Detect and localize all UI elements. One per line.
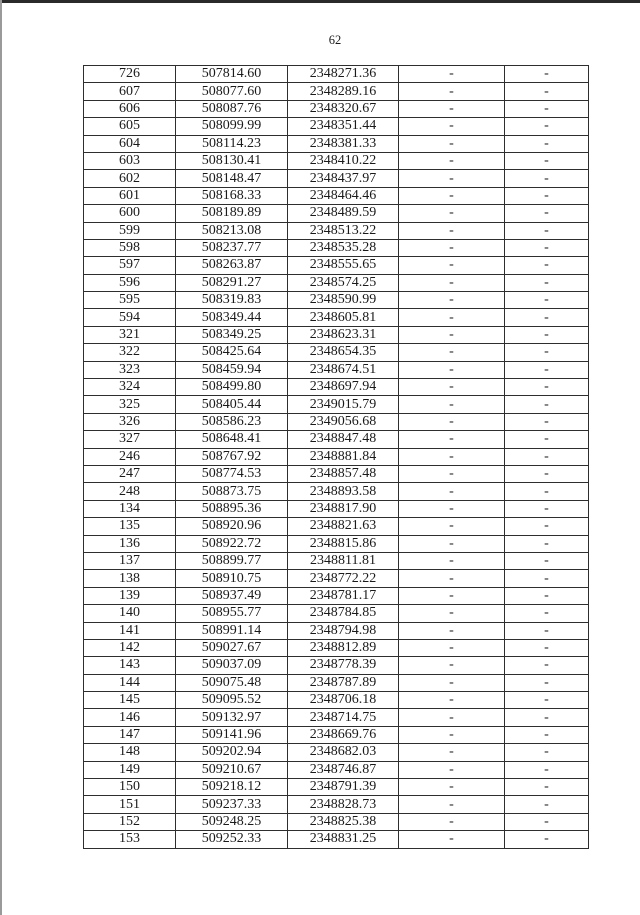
empty-column-5-cell: -	[505, 692, 589, 709]
x-coordinate-cell: 508920.96	[176, 518, 288, 535]
empty-column-5-cell: -	[505, 709, 589, 726]
empty-column-5-cell: -	[505, 152, 589, 169]
point-id-cell: 146	[84, 709, 176, 726]
empty-column-4-cell: -	[399, 239, 505, 256]
point-id-cell: 597	[84, 257, 176, 274]
empty-column-5-cell: -	[505, 448, 589, 465]
point-id-cell: 144	[84, 674, 176, 691]
empty-column-4-cell: -	[399, 552, 505, 569]
empty-column-5-cell: -	[505, 605, 589, 622]
coordinates-table	[83, 65, 589, 849]
x-coordinate-cell: 508774.53	[176, 465, 288, 482]
point-id-cell: 325	[84, 396, 176, 413]
empty-column-5-cell: -	[505, 726, 589, 743]
empty-column-4-cell: -	[399, 361, 505, 378]
y-coordinate-cell: 2348574.25	[288, 274, 399, 291]
point-id-cell: 143	[84, 657, 176, 674]
empty-column-5-cell: -	[505, 187, 589, 204]
y-coordinate-cell: 2348674.51	[288, 361, 399, 378]
x-coordinate-cell: 509037.09	[176, 657, 288, 674]
x-coordinate-cell: 509210.67	[176, 761, 288, 778]
point-id-cell: 136	[84, 535, 176, 552]
x-coordinate-cell: 507814.60	[176, 66, 288, 83]
x-coordinate-cell: 508922.72	[176, 535, 288, 552]
empty-column-5-cell: -	[505, 135, 589, 152]
y-coordinate-cell: 2348320.67	[288, 100, 399, 117]
point-id-cell: 605	[84, 118, 176, 135]
table-row	[84, 518, 589, 535]
y-coordinate-cell: 2348881.84	[288, 448, 399, 465]
y-coordinate-cell: 2349056.68	[288, 413, 399, 430]
table-row	[84, 796, 589, 813]
empty-column-4-cell: -	[399, 622, 505, 639]
empty-column-5-cell: -	[505, 396, 589, 413]
empty-column-4-cell: -	[399, 431, 505, 448]
y-coordinate-cell: 2348778.39	[288, 657, 399, 674]
empty-column-4-cell: -	[399, 292, 505, 309]
empty-column-4-cell: -	[399, 309, 505, 326]
empty-column-4-cell: -	[399, 761, 505, 778]
empty-column-5-cell: -	[505, 222, 589, 239]
table-row	[84, 622, 589, 639]
table-row	[84, 344, 589, 361]
empty-column-5-cell: -	[505, 326, 589, 343]
empty-column-4-cell: -	[399, 639, 505, 656]
page-number: 62	[328, 33, 342, 47]
point-id-cell: 323	[84, 361, 176, 378]
x-coordinate-cell: 509252.33	[176, 831, 288, 848]
table-row	[84, 396, 589, 413]
point-id-cell: 324	[84, 379, 176, 396]
empty-column-4-cell: -	[399, 274, 505, 291]
y-coordinate-cell: 2348825.38	[288, 813, 399, 830]
table-row	[84, 709, 589, 726]
point-id-cell: 147	[84, 726, 176, 743]
table-row	[84, 326, 589, 343]
empty-column-4-cell: -	[399, 100, 505, 117]
table-row	[84, 692, 589, 709]
point-id-cell: 726	[84, 66, 176, 83]
point-id-cell: 137	[84, 552, 176, 569]
empty-column-5-cell: -	[505, 779, 589, 796]
point-id-cell: 327	[84, 431, 176, 448]
point-id-cell: 607	[84, 83, 176, 100]
empty-column-5-cell: -	[505, 500, 589, 517]
empty-column-4-cell: -	[399, 396, 505, 413]
table-row	[84, 187, 589, 204]
x-coordinate-cell: 508114.23	[176, 135, 288, 152]
empty-column-5-cell: -	[505, 292, 589, 309]
x-coordinate-cell: 508586.23	[176, 413, 288, 430]
table-row	[84, 222, 589, 239]
empty-column-5-cell: -	[505, 205, 589, 222]
empty-column-4-cell: -	[399, 222, 505, 239]
x-coordinate-cell: 508459.94	[176, 361, 288, 378]
empty-column-4-cell: -	[399, 66, 505, 83]
y-coordinate-cell: 2348351.44	[288, 118, 399, 135]
table-row	[84, 465, 589, 482]
y-coordinate-cell: 2348535.28	[288, 239, 399, 256]
scan-edge-top	[0, 0, 640, 3]
empty-column-4-cell: -	[399, 379, 505, 396]
y-coordinate-cell: 2348555.65	[288, 257, 399, 274]
table-row	[84, 813, 589, 830]
point-id-cell: 149	[84, 761, 176, 778]
y-coordinate-cell: 2348410.22	[288, 152, 399, 169]
empty-column-5-cell: -	[505, 570, 589, 587]
y-coordinate-cell: 2348706.18	[288, 692, 399, 709]
point-id-cell: 600	[84, 205, 176, 222]
x-coordinate-cell: 508899.77	[176, 552, 288, 569]
point-id-cell: 604	[84, 135, 176, 152]
empty-column-5-cell: -	[505, 518, 589, 535]
x-coordinate-cell: 508077.60	[176, 83, 288, 100]
y-coordinate-cell: 2348381.33	[288, 135, 399, 152]
empty-column-5-cell: -	[505, 118, 589, 135]
y-coordinate-cell: 2348464.46	[288, 187, 399, 204]
empty-column-5-cell: -	[505, 587, 589, 604]
empty-column-5-cell: -	[505, 796, 589, 813]
y-coordinate-cell: 2348784.85	[288, 605, 399, 622]
point-id-cell: 326	[84, 413, 176, 430]
empty-column-4-cell: -	[399, 483, 505, 500]
y-coordinate-cell: 2348857.48	[288, 465, 399, 482]
empty-column-5-cell: -	[505, 257, 589, 274]
y-coordinate-cell: 2348669.76	[288, 726, 399, 743]
table-row	[84, 170, 589, 187]
point-id-cell: 248	[84, 483, 176, 500]
scan-edge-left	[0, 0, 2, 915]
point-id-cell: 142	[84, 639, 176, 656]
empty-column-4-cell: -	[399, 709, 505, 726]
empty-column-4-cell: -	[399, 326, 505, 343]
x-coordinate-cell: 508213.08	[176, 222, 288, 239]
empty-column-5-cell: -	[505, 413, 589, 430]
y-coordinate-cell: 2348817.90	[288, 500, 399, 517]
empty-column-5-cell: -	[505, 309, 589, 326]
empty-column-4-cell: -	[399, 831, 505, 848]
empty-column-5-cell: -	[505, 552, 589, 569]
empty-column-4-cell: -	[399, 448, 505, 465]
table-row	[84, 239, 589, 256]
point-id-cell: 598	[84, 239, 176, 256]
x-coordinate-cell: 508767.92	[176, 448, 288, 465]
x-coordinate-cell: 508405.44	[176, 396, 288, 413]
empty-column-4-cell: -	[399, 674, 505, 691]
table-row	[84, 744, 589, 761]
y-coordinate-cell: 2348847.48	[288, 431, 399, 448]
empty-column-4-cell: -	[399, 205, 505, 222]
empty-column-5-cell: -	[505, 657, 589, 674]
table-row	[84, 413, 589, 430]
empty-column-5-cell: -	[505, 274, 589, 291]
empty-column-4-cell: -	[399, 796, 505, 813]
x-coordinate-cell: 509027.67	[176, 639, 288, 656]
x-coordinate-cell: 508991.14	[176, 622, 288, 639]
empty-column-4-cell: -	[399, 413, 505, 430]
y-coordinate-cell: 2348811.81	[288, 552, 399, 569]
x-coordinate-cell: 508168.33	[176, 187, 288, 204]
x-coordinate-cell: 508895.36	[176, 500, 288, 517]
empty-column-4-cell: -	[399, 83, 505, 100]
y-coordinate-cell: 2348746.87	[288, 761, 399, 778]
x-coordinate-cell: 508648.41	[176, 431, 288, 448]
y-coordinate-cell: 2348821.63	[288, 518, 399, 535]
point-id-cell: 595	[84, 292, 176, 309]
empty-column-4-cell: -	[399, 692, 505, 709]
y-coordinate-cell: 2348654.35	[288, 344, 399, 361]
x-coordinate-cell: 508937.49	[176, 587, 288, 604]
table-row	[84, 274, 589, 291]
table-row	[84, 118, 589, 135]
table-row	[84, 205, 589, 222]
table-row	[84, 431, 589, 448]
point-id-cell: 151	[84, 796, 176, 813]
table-row	[84, 292, 589, 309]
table-row	[84, 761, 589, 778]
empty-column-5-cell: -	[505, 622, 589, 639]
point-id-cell: 145	[84, 692, 176, 709]
empty-column-4-cell: -	[399, 257, 505, 274]
table-row	[84, 379, 589, 396]
y-coordinate-cell: 2348772.22	[288, 570, 399, 587]
y-coordinate-cell: 2348791.39	[288, 779, 399, 796]
empty-column-5-cell: -	[505, 344, 589, 361]
point-id-cell: 141	[84, 622, 176, 639]
point-id-cell: 139	[84, 587, 176, 604]
x-coordinate-cell: 508955.77	[176, 605, 288, 622]
x-coordinate-cell: 509095.52	[176, 692, 288, 709]
empty-column-5-cell: -	[505, 831, 589, 848]
y-coordinate-cell: 2348812.89	[288, 639, 399, 656]
table-row	[84, 448, 589, 465]
table-row	[84, 257, 589, 274]
x-coordinate-cell: 509132.97	[176, 709, 288, 726]
point-id-cell: 135	[84, 518, 176, 535]
empty-column-4-cell: -	[399, 813, 505, 830]
y-coordinate-cell: 2348831.25	[288, 831, 399, 848]
table-row	[84, 100, 589, 117]
point-id-cell: 603	[84, 152, 176, 169]
empty-column-5-cell: -	[505, 483, 589, 500]
x-coordinate-cell: 508189.89	[176, 205, 288, 222]
table-row	[84, 66, 589, 83]
y-coordinate-cell: 2348893.58	[288, 483, 399, 500]
point-id-cell: 148	[84, 744, 176, 761]
table-row	[84, 135, 589, 152]
empty-column-4-cell: -	[399, 152, 505, 169]
point-id-cell: 246	[84, 448, 176, 465]
table-row	[84, 657, 589, 674]
x-coordinate-cell: 508237.77	[176, 239, 288, 256]
point-id-cell: 134	[84, 500, 176, 517]
x-coordinate-cell: 508349.25	[176, 326, 288, 343]
empty-column-4-cell: -	[399, 726, 505, 743]
empty-column-4-cell: -	[399, 135, 505, 152]
y-coordinate-cell: 2348697.94	[288, 379, 399, 396]
table-row	[84, 570, 589, 587]
empty-column-5-cell: -	[505, 170, 589, 187]
empty-column-5-cell: -	[505, 379, 589, 396]
x-coordinate-cell: 509237.33	[176, 796, 288, 813]
empty-column-4-cell: -	[399, 535, 505, 552]
empty-column-4-cell: -	[399, 518, 505, 535]
x-coordinate-cell: 508910.75	[176, 570, 288, 587]
point-id-cell: 153	[84, 831, 176, 848]
empty-column-5-cell: -	[505, 100, 589, 117]
y-coordinate-cell: 2348815.86	[288, 535, 399, 552]
y-coordinate-cell: 2348794.98	[288, 622, 399, 639]
table-row	[84, 639, 589, 656]
y-coordinate-cell: 2348590.99	[288, 292, 399, 309]
point-id-cell: 140	[84, 605, 176, 622]
table-body	[84, 66, 589, 849]
empty-column-4-cell: -	[399, 744, 505, 761]
y-coordinate-cell: 2348489.59	[288, 205, 399, 222]
empty-column-5-cell: -	[505, 761, 589, 778]
empty-column-4-cell: -	[399, 587, 505, 604]
empty-column-4-cell: -	[399, 657, 505, 674]
empty-column-4-cell: -	[399, 344, 505, 361]
table-row	[84, 361, 589, 378]
table-row	[84, 309, 589, 326]
point-id-cell: 321	[84, 326, 176, 343]
x-coordinate-cell: 509141.96	[176, 726, 288, 743]
table-row	[84, 831, 589, 848]
y-coordinate-cell: 2348787.89	[288, 674, 399, 691]
empty-column-4-cell: -	[399, 605, 505, 622]
x-coordinate-cell: 508263.87	[176, 257, 288, 274]
empty-column-5-cell: -	[505, 535, 589, 552]
x-coordinate-cell: 509218.12	[176, 779, 288, 796]
point-id-cell: 150	[84, 779, 176, 796]
y-coordinate-cell: 2348714.75	[288, 709, 399, 726]
x-coordinate-cell: 508130.41	[176, 152, 288, 169]
empty-column-4-cell: -	[399, 170, 505, 187]
empty-column-5-cell: -	[505, 83, 589, 100]
x-coordinate-cell: 508425.64	[176, 344, 288, 361]
empty-column-5-cell: -	[505, 361, 589, 378]
empty-column-5-cell: -	[505, 431, 589, 448]
table-row	[84, 726, 589, 743]
y-coordinate-cell: 2348623.31	[288, 326, 399, 343]
empty-column-4-cell: -	[399, 500, 505, 517]
y-coordinate-cell: 2348289.16	[288, 83, 399, 100]
point-id-cell: 152	[84, 813, 176, 830]
empty-column-4-cell: -	[399, 187, 505, 204]
y-coordinate-cell: 2348271.36	[288, 66, 399, 83]
empty-column-5-cell: -	[505, 66, 589, 83]
point-id-cell: 594	[84, 309, 176, 326]
table-row	[84, 779, 589, 796]
y-coordinate-cell: 2348513.22	[288, 222, 399, 239]
empty-column-5-cell: -	[505, 813, 589, 830]
point-id-cell: 602	[84, 170, 176, 187]
table-row	[84, 535, 589, 552]
x-coordinate-cell: 508087.76	[176, 100, 288, 117]
x-coordinate-cell: 508291.27	[176, 274, 288, 291]
point-id-cell: 596	[84, 274, 176, 291]
table-row	[84, 152, 589, 169]
empty-column-4-cell: -	[399, 118, 505, 135]
point-id-cell: 601	[84, 187, 176, 204]
empty-column-5-cell: -	[505, 639, 589, 656]
table-row	[84, 605, 589, 622]
y-coordinate-cell: 2349015.79	[288, 396, 399, 413]
table-row	[84, 83, 589, 100]
x-coordinate-cell: 508319.83	[176, 292, 288, 309]
x-coordinate-cell: 508148.47	[176, 170, 288, 187]
empty-column-5-cell: -	[505, 465, 589, 482]
point-id-cell: 606	[84, 100, 176, 117]
empty-column-4-cell: -	[399, 570, 505, 587]
y-coordinate-cell: 2348605.81	[288, 309, 399, 326]
x-coordinate-cell: 509075.48	[176, 674, 288, 691]
x-coordinate-cell: 509202.94	[176, 744, 288, 761]
empty-column-5-cell: -	[505, 744, 589, 761]
table-row	[84, 500, 589, 517]
point-id-cell: 247	[84, 465, 176, 482]
empty-column-5-cell: -	[505, 674, 589, 691]
x-coordinate-cell: 508499.80	[176, 379, 288, 396]
point-id-cell: 322	[84, 344, 176, 361]
x-coordinate-cell: 508873.75	[176, 483, 288, 500]
point-id-cell: 138	[84, 570, 176, 587]
y-coordinate-cell: 2348781.17	[288, 587, 399, 604]
empty-column-4-cell: -	[399, 465, 505, 482]
x-coordinate-cell: 508349.44	[176, 309, 288, 326]
y-coordinate-cell: 2348437.97	[288, 170, 399, 187]
table-row	[84, 587, 589, 604]
y-coordinate-cell: 2348682.03	[288, 744, 399, 761]
table-row	[84, 674, 589, 691]
y-coordinate-cell: 2348828.73	[288, 796, 399, 813]
x-coordinate-cell: 509248.25	[176, 813, 288, 830]
x-coordinate-cell: 508099.99	[176, 118, 288, 135]
empty-column-4-cell: -	[399, 779, 505, 796]
table-row	[84, 483, 589, 500]
point-id-cell: 599	[84, 222, 176, 239]
table-row	[84, 552, 589, 569]
empty-column-5-cell: -	[505, 239, 589, 256]
